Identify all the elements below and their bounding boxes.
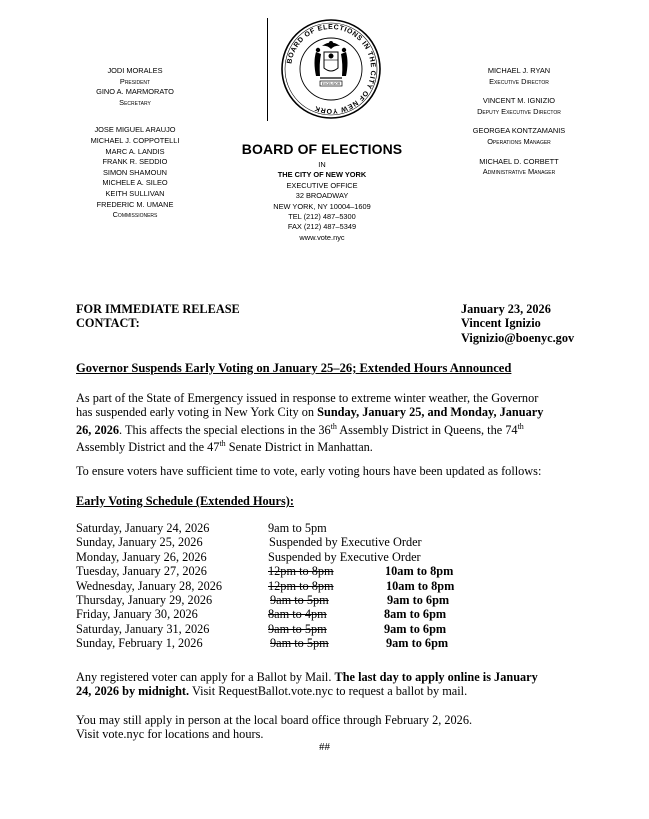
release-label-block <box>76 302 240 331</box>
commissioner-name: KEITH SULLIVAN <box>105 188 165 198</box>
address-office: EXECUTIVE OFFICE <box>286 180 358 190</box>
officer-title: Executive Director <box>489 76 549 86</box>
text-line: You may still apply in person at the local board office through February 2, 2026. <box>76 713 473 727</box>
text-span: Any registered voter can apply for a Ballot by Mail. <box>76 670 335 684</box>
deadline-text: The last day to apply online is January <box>334 670 538 684</box>
schedule-row <box>76 550 496 564</box>
commissioner-name: MARC A. LANDIS <box>105 146 165 156</box>
deadline-text: 24, 2026 by midnight. <box>76 684 190 699</box>
suspended-dates: Sunday, January 25, and Monday, January <box>317 405 544 420</box>
schedule-old-hours: 9am to 5pm <box>270 636 329 651</box>
ordinal-suffix: th <box>330 421 337 431</box>
schedule-day: Monday, January 26, 2026 <box>76 549 207 564</box>
schedule-title: Early Voting Schedule (Extended Hours): <box>76 494 294 508</box>
schedule-row <box>76 521 496 535</box>
early-voting-schedule <box>76 521 496 651</box>
schedule-old-hours: 8am to 4pm <box>268 607 327 622</box>
officer-title: Operations Manager <box>487 136 551 146</box>
commissioner-name: FRANK R. SEDDIO <box>102 157 168 167</box>
text-span: has suspended early voting in New York City on <box>76 405 318 420</box>
address-web: www.vote.nyc <box>299 232 345 242</box>
paragraph-hours-updated: To ensure voters have sufficient time to vote, early voting hours have been updated as follows: <box>76 464 542 478</box>
address-street: 32 BROADWAY <box>295 191 349 201</box>
contact-name: Vincent Ignizio <box>461 316 541 331</box>
schedule-new-hours: 8am to 6pm <box>384 607 447 622</box>
schedule-row <box>76 593 496 607</box>
address-in: IN <box>318 160 326 169</box>
schedule-new-hours: 9am to 6pm <box>387 592 450 607</box>
address-fax: FAX (212) 487–5349 <box>287 222 357 232</box>
schedule-day: Tuesday, January 27, 2026 <box>76 564 207 579</box>
commissioner-name: FREDERIC M. UMANE <box>96 199 174 209</box>
schedule-day: Wednesday, January 28, 2026 <box>76 578 223 593</box>
text-span: Assembly District in Queens, the 74 <box>336 422 518 437</box>
seal-banner-text: EXCELSIOR <box>321 82 341 86</box>
schedule-day: Thursday, January 29, 2026 <box>76 592 213 607</box>
release-label: FOR IMMEDIATE RELEASE <box>76 302 240 316</box>
suspended-dates-year: 26, 2026 <box>76 422 120 437</box>
address-citystate: NEW YORK, NY 10004–1609 <box>273 201 371 211</box>
commissioner-name: MICHAEL J. COPPOTELLI <box>90 135 180 145</box>
schedule-row <box>76 636 496 650</box>
officer-name: MICHAEL J. RYAN <box>487 66 551 75</box>
text-span: As part of the State of Emergency issued in response to extreme winter weather, the Governor <box>76 391 539 405</box>
officer-title: Deputy Executive Director <box>477 106 561 116</box>
release-info-block <box>461 302 574 345</box>
schedule-hours: 9am to 5pm <box>268 521 327 535</box>
schedule-new-hours: 9am to 6pm <box>384 621 447 636</box>
commissioner-name: SIMON SHAMOUN <box>102 167 168 177</box>
paragraph-ballot-by-mail <box>76 670 570 699</box>
schedule-day: Sunday, February 1, 2026 <box>76 636 203 651</box>
officer-name: GEORGEA KONTZAMANIS <box>472 126 566 136</box>
contact-email: Vignizio@boenyc.gov <box>461 330 575 345</box>
right-officers-column <box>444 66 594 178</box>
text-line: Visit vote.nyc for locations and hours. <box>76 727 264 742</box>
board-of-elections-seal <box>280 18 382 120</box>
president-title: President <box>119 76 151 86</box>
schedule-hours: Suspended by Executive Order <box>268 549 421 564</box>
schedule-old-hours: 9am to 5pm <box>270 592 329 607</box>
schedule-old-hours: 12pm to 8pm <box>268 578 334 593</box>
schedule-row <box>76 622 496 636</box>
text-span: Senate District in Manhattan. <box>225 440 373 455</box>
paragraph-in-person <box>76 713 570 742</box>
board-address <box>227 160 417 243</box>
seal-ring-text: BOARD OF ELECTIONS IN THE CITY OF NEW YORK <box>286 23 377 115</box>
schedule-new-hours: 10am to 8pm <box>386 578 455 593</box>
schedule-hours: Suspended by Executive Order <box>269 535 422 550</box>
schedule-day: Saturday, January 24, 2026 <box>76 521 210 535</box>
schedule-new-hours: 9am to 6pm <box>386 636 449 651</box>
schedule-day: Sunday, January 25, 2026 <box>76 535 203 550</box>
text-span: . This affects the special elections in the 36 <box>119 422 331 437</box>
secretary-name: GINO A. MARMORATO <box>96 87 174 97</box>
schedule-new-hours: 10am to 8pm <box>385 564 454 579</box>
schedule-day: Saturday, January 31, 2026 <box>76 621 210 636</box>
board-title: BOARD OF ELECTIONS <box>241 141 403 157</box>
release-date: January 23, 2026 <box>461 302 551 316</box>
schedule-old-hours: 9am to 5pm <box>268 621 327 636</box>
ordinal-suffix: th <box>517 421 524 431</box>
commissioners-title: Commissioners <box>112 210 158 220</box>
officer-name: VINCENT M. IGNIZIO <box>482 96 556 106</box>
text-span: Assembly District and the 47 <box>76 440 220 455</box>
commissioner-name: MICHELE A. SILEO <box>102 178 168 188</box>
schedule-old-hours: 12pm to 8pm <box>268 564 334 579</box>
officer-title: Administrative Manager <box>482 167 556 177</box>
contact-label: CONTACT: <box>76 316 140 331</box>
schedule-row <box>76 564 496 578</box>
end-mark: ## <box>319 741 330 753</box>
officer-name: MICHAEL D. CORBETT <box>479 156 559 166</box>
secretary-title: Secretary <box>119 97 151 107</box>
schedule-day: Friday, January 30, 2026 <box>76 607 198 622</box>
address-city: THE CITY OF NEW YORK <box>277 170 367 180</box>
header-divider-line <box>267 18 268 121</box>
address-tel: TEL (212) 487–5300 <box>288 212 356 222</box>
headline: Governor Suspends Early Voting on January 25–26; Extended Hours Announced <box>76 361 512 375</box>
president-name: JODI MORALES <box>107 66 163 75</box>
commissioner-name: JOSE MIGUEL ARAUJO <box>94 125 176 135</box>
paragraph-emergency <box>76 391 570 455</box>
text-span: Visit RequestBallot.vote.nyc to request a ballot by mail. <box>189 684 468 699</box>
schedule-row <box>76 607 496 621</box>
left-officers-column <box>60 66 210 221</box>
schedule-row <box>76 535 496 549</box>
schedule-row <box>76 579 496 593</box>
ordinal-suffix: th <box>219 439 226 449</box>
